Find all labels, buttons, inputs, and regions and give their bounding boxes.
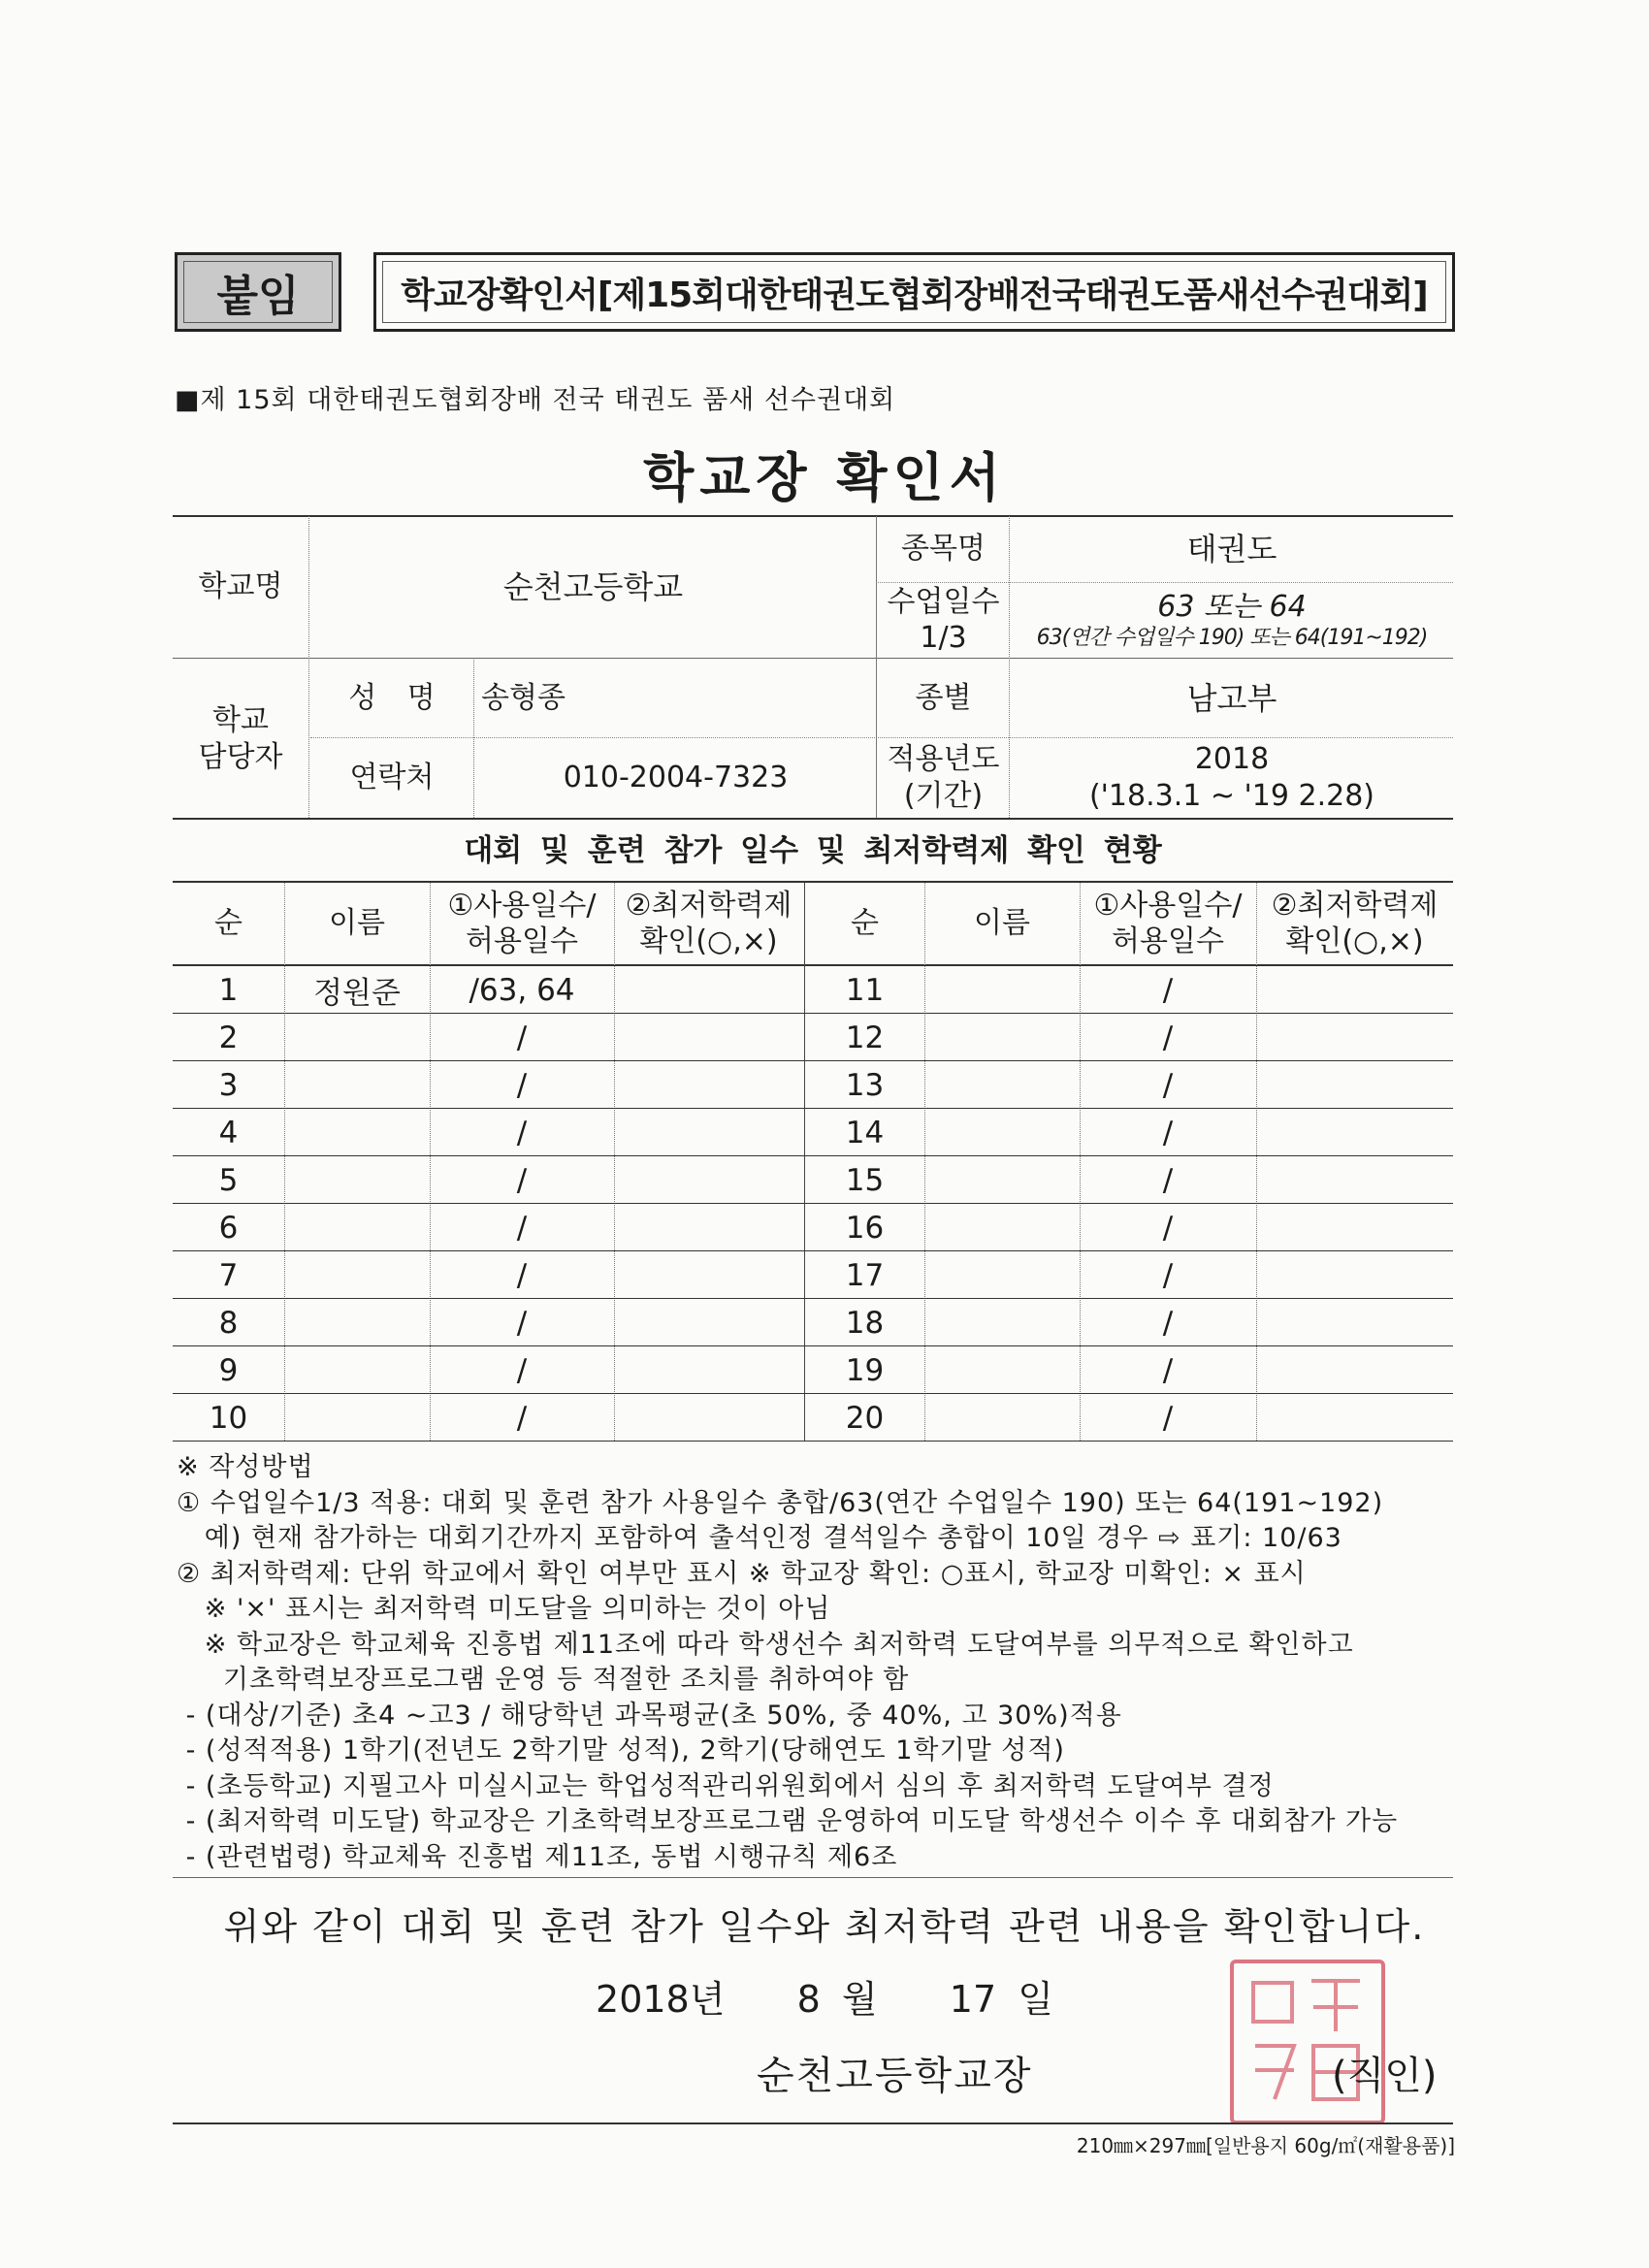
attachment-badge (175, 252, 341, 332)
staff-name-label: 성 명 (348, 681, 436, 716)
table-cell-no: 4 (218, 1115, 239, 1150)
table-cell-days: / (516, 1305, 528, 1341)
col-header-check-left: ②최저학력제 확인(○,×) (625, 888, 792, 958)
table-cell-name (284, 1346, 430, 1394)
table-cell-no: 7 (218, 1257, 239, 1293)
document-banner (373, 252, 1455, 332)
table-cell-name (284, 1251, 430, 1299)
table-cell-days: / (516, 1115, 528, 1150)
table-cell-check (614, 1299, 803, 1346)
class-days-main: 63 또는 64 (1157, 589, 1307, 624)
table-cell-check (1256, 1061, 1453, 1109)
table-cell-days: /63, 64 (469, 972, 575, 1008)
table-cell-days: / (1162, 1162, 1174, 1198)
table-cell-no: 16 (845, 1210, 885, 1246)
note-line: 예) 현재 참가하는 대회기간까지 포함하여 출석인정 결석일수 총합이 10일 경우 ⇨ 표기: 10/63 (177, 1523, 1342, 1553)
note-line: ※ '×' 표시는 최저학력 미도달을 의미하는 것이 아님 (177, 1594, 831, 1624)
col-header-no-left: 순 (214, 906, 242, 941)
note-line: ② 최저학력제: 단위 학교에서 확인 여부만 표시 ※ 학교장 확인: ○표시, 학교장 미확인: × 표시 (177, 1558, 1307, 1589)
class-days-detail: 63(연간 수업일수 190) 또는 64(191~192) (1036, 626, 1428, 650)
table-cell-no: 15 (845, 1162, 885, 1198)
table-cell-check (1256, 1299, 1453, 1346)
event-subtitle: ■제 15회 대한태권도협회장배 전국 태권도 품새 선수권대회 (175, 385, 896, 415)
class-days-value (1011, 582, 1453, 658)
school-name-label: 학교명 (198, 569, 283, 604)
note-line: - (대상/기준) 초4 ~고3 / 해당학년 과목평균(초 50%, 중 40%, 고 30%)적용 (177, 1700, 1122, 1731)
table-cell-days: / (516, 1210, 528, 1246)
table-cell-no: 8 (218, 1305, 239, 1341)
confirmation-statement: 위와 같이 대회 및 훈련 참가 일수와 최저학력 관련 내용을 확인합니다. (223, 1905, 1426, 1948)
table-cell-name (924, 966, 1080, 1014)
date-year: 2018년 (596, 1978, 726, 2021)
table-cell-no: 18 (845, 1305, 885, 1341)
table-cell-days: / (1162, 1257, 1174, 1293)
table-cell-check (1256, 1109, 1453, 1156)
staff-name-value: 송형종 (481, 681, 566, 716)
event-value: 태권도 (1186, 531, 1277, 567)
year-label: 적용년도 (기간) (887, 742, 1000, 813)
table-cell-no: 17 (845, 1257, 885, 1293)
table-cell-days: / (516, 1162, 528, 1198)
event-label: 종목명 (901, 532, 986, 567)
table-cell-days: / (516, 1257, 528, 1293)
seal-mark-label: (직인) (1332, 2054, 1438, 2098)
table-cell-name (924, 1346, 1080, 1394)
table-cell-days: / (516, 1067, 528, 1103)
table-cell-name (284, 1394, 430, 1442)
table-cell-check (1256, 1156, 1453, 1204)
table-cell-no: 6 (218, 1210, 239, 1246)
table-cell-days: / (1162, 972, 1174, 1008)
table-cell-name (924, 1109, 1080, 1156)
table-cell-check (1256, 1204, 1453, 1251)
table-cell-name (924, 1204, 1080, 1251)
division-label: 종별 (915, 681, 972, 716)
table-cell-check (1256, 1394, 1453, 1442)
note-line: - (관련법령) 학교체육 진흥법 제11조, 동법 시행규칙 제6조 (177, 1841, 898, 1872)
col-header-no-right: 순 (851, 906, 879, 941)
table-cell-name (284, 1014, 430, 1061)
table-cell-no: 1 (218, 972, 239, 1008)
note-line: 기초학력보장프로그램 운영 등 적절한 조치를 취하여야 함 (177, 1665, 910, 1695)
table-cell-days: / (516, 1352, 528, 1388)
table-cell-check (614, 1014, 803, 1061)
table-cell-no: 12 (845, 1020, 885, 1055)
class-days-label: 수업일수 1/3 (887, 584, 1000, 655)
table-cell-days: / (516, 1020, 528, 1055)
table-cell-days: / (1162, 1020, 1174, 1055)
banner-text: 학교장확인서[제15회대한태권도협회장배전국태권도품새선수권대회] (401, 275, 1428, 315)
note-line: ※ 작성방법 (177, 1452, 314, 1482)
table-cell-check (1256, 1014, 1453, 1061)
table-cell-check (1256, 1346, 1453, 1394)
table-cell-days: / (1162, 1352, 1174, 1388)
table-cell-name (924, 1014, 1080, 1061)
table-cell-check (1256, 966, 1453, 1014)
table-cell-days: / (1162, 1115, 1174, 1150)
table-cell-no: 10 (209, 1400, 248, 1436)
col-header-days-left: ①사용일수/ 허용일수 (447, 888, 597, 958)
table-cell-no: 11 (845, 972, 885, 1008)
table-cell-name: 정원준 (313, 976, 401, 1011)
date-day: 17 일 (949, 1978, 1053, 2021)
table-cell-name (924, 1251, 1080, 1299)
table-cell-no: 13 (845, 1067, 885, 1103)
note-line: ※ 학교장은 학교체육 진흥법 제11조에 따라 학생선수 최저학력 도달여부를 의무적으로 확인하고 (177, 1629, 1354, 1660)
table-cell-no: 9 (218, 1352, 239, 1388)
paper-spec-footer: 210㎜×297㎜[일반용지 60g/㎡(재활용품)] (1076, 2134, 1455, 2157)
table-cell-name (284, 1299, 430, 1346)
staff-label: 학교 담당자 (198, 703, 283, 774)
table-cell-check (614, 1346, 803, 1394)
table-cell-no: 2 (218, 1020, 239, 1055)
table-cell-check (614, 1156, 803, 1204)
date-month: 8 월 (796, 1978, 878, 2021)
table-cell-no: 14 (845, 1115, 885, 1150)
table-cell-name (924, 1061, 1080, 1109)
contact-label: 연락처 (349, 760, 435, 794)
table-cell-check (614, 1061, 803, 1109)
table-cell-check (614, 966, 803, 1014)
col-header-name-left: 이름 (329, 906, 385, 941)
note-line: ① 수업일수1/3 적용: 대회 및 훈련 참가 사용일수 총합/63(연간 수업일수 190) 또는 64(191~192) (177, 1487, 1384, 1518)
table-cell-days: / (1162, 1305, 1174, 1341)
attachment-label: 붙임 (216, 272, 300, 321)
table-cell-days: / (1162, 1210, 1174, 1246)
table-cell-check (614, 1109, 803, 1156)
note-line: - (초등학교) 지필고사 미실시교는 학업성적관리위원회에서 심의 후 최저학력 도달여부 결정 (177, 1770, 1275, 1801)
table-cell-name (284, 1156, 430, 1204)
table-cell-no: 20 (845, 1400, 885, 1436)
school-name-value: 순천고등학교 (502, 568, 684, 605)
table-cell-check (614, 1394, 803, 1442)
table-cell-name (924, 1299, 1080, 1346)
table-cell-no: 5 (218, 1162, 239, 1198)
table-cell-no: 19 (845, 1352, 885, 1388)
table-cell-check (614, 1251, 803, 1299)
table-cell-name (924, 1394, 1080, 1442)
note-line: - (최저학력 미도달) 학교장은 기초학력보장프로그램 운영하여 미도달 학생선수 이수 후 대회참가 가능 (177, 1806, 1399, 1836)
table-cell-check (614, 1204, 803, 1251)
table-cell-name (924, 1156, 1080, 1204)
principal-title: 순천고등학교장 (757, 2054, 1033, 2098)
year-value: 2018 ('18.3.1 ~ '19 2.28) (1088, 742, 1375, 813)
note-line: - (성적적용) 1학기(전년도 2학기말 성적), 2학기(당해연도 1학기말 성적) (177, 1735, 1065, 1766)
table-cell-check (1256, 1251, 1453, 1299)
status-table-title: 대회 및 훈련 참가 일수 및 최저학력제 확인 현황 (464, 832, 1162, 868)
table-cell-name (284, 1109, 430, 1156)
division-value: 남고부 (1186, 680, 1277, 717)
table-cell-no: 3 (218, 1067, 239, 1103)
col-header-days-right: ①사용일수/ 허용일수 (1093, 888, 1243, 958)
signature-date (0, 1969, 1649, 2023)
col-header-check-right: ②최저학력제 확인(○,×) (1271, 888, 1439, 958)
table-cell-days: / (516, 1400, 528, 1436)
contact-value: 010-2004-7323 (563, 760, 789, 794)
table-cell-days: / (1162, 1400, 1174, 1436)
col-header-name-right: 이름 (974, 906, 1030, 941)
page-title: 학교장 확인서 (643, 447, 1006, 508)
table-cell-days: / (1162, 1067, 1174, 1103)
table-cell-name (284, 1061, 430, 1109)
table-cell-name (284, 1204, 430, 1251)
